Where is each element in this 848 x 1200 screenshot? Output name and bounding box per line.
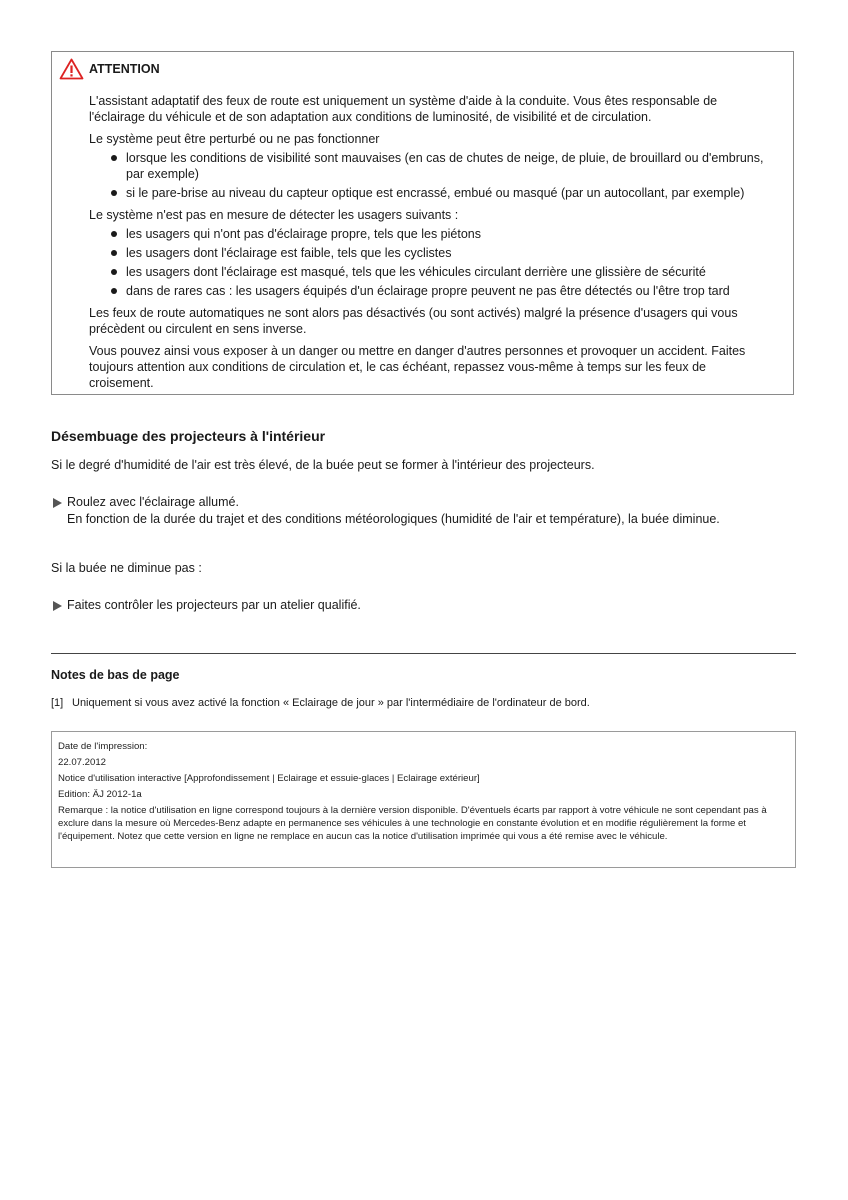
warning-paragraph: Les feux de route automatiques ne sont alors pas désactivés (ou sont activés) malgré la présence d'usagers qui vous précèdent ou circulent en sens inverse. (89, 306, 738, 336)
warning-list (89, 226, 769, 299)
warning-box (51, 51, 794, 395)
print-date: 22.07.2012 (58, 757, 107, 768)
section-title: Désembuage des projecteurs à l'intérieur (51, 428, 326, 444)
section-intro: Si le degré d'humidité de l'air est très élevé, de la buée peut se former à l'intérieur des projecteurs. (51, 458, 595, 472)
footnote-text: Uniquement si vous avez activé la fonction « Eclairage de jour » par l'intermédiaire de l'ordinateur de bord. (72, 697, 590, 709)
list-item: les usagers qui n'ont pas d'éclairage propre, tels que les piétons (111, 226, 769, 242)
list-item: les usagers dont l'éclairage est faible, tels que les cyclistes (111, 245, 769, 261)
step-text: Roulez avec l'éclairage allumé. (67, 495, 239, 509)
warning-paragraph: Le système n'est pas en mesure de détecter les usagers suivants : (89, 208, 459, 222)
warning-title: ATTENTION (89, 62, 160, 76)
warning-paragraph: Le système peut être perturbé ou ne pas fonctionner (89, 132, 380, 146)
list-item: dans de rares cas : les usagers équipés d'un éclairage propre peuvent ne pas être détectés ou l'être trop tard (111, 283, 769, 299)
footnote-number[interactable]: [1] (51, 697, 64, 709)
list-item: lorsque les conditions de visibilité sont mauvaises (en cas de chutes de neige, de pluie, de brouillard ou d'embruns, par exemple) (111, 150, 769, 182)
print-notice: Notice d'utilisation interactive [Approfondissement | Eclairage et essuie-glaces | Eclairage extérieur] (58, 773, 480, 784)
warning-triangle-icon (59, 58, 84, 80)
warning-body (89, 93, 769, 397)
instruction-step (51, 494, 720, 528)
warning-paragraph: L'assistant adaptatif des feux de route est uniquement un système d'aide à la conduite. Vous êtes responsable de l'éclairage du véhicule et de son adaptation aux conditions de luminosité, de visibilité et de circulation. (89, 94, 718, 124)
instruction-step (51, 597, 361, 614)
step-text: Faites contrôler les projecteurs par un atelier qualifié. (67, 598, 361, 612)
warning-paragraph: Vous pouvez ainsi vous exposer à un danger ou mettre en danger d'autres personnes et provoquer un accident. Faites toujours attention aux conditions de circulation et, le cas échéant, repassez vous-même à temps sur les feux de croisement. (89, 344, 746, 390)
divider (51, 653, 796, 654)
print-info-box (51, 731, 796, 868)
step-arrow-icon (53, 498, 62, 508)
footnote (51, 696, 590, 710)
step-detail: En fonction de la durée du trajet et des conditions météorologiques (humidité de l'air et température), la buée diminue. (67, 512, 720, 526)
print-remark: Remarque : la notice d'utilisation en ligne correspond toujours à la dernière version disponible. D'éventuels écarts par rapport à votre véhicule ne sont cependant pas à exclure dans la mesure où Mercedes-Benz adapte en permanence ses véhicules à une technologie en constante évolution et en modifie régulièrement la forme et l'équipement. Notez que cette version en ligne ne remplace en aucun cas la notice d'utilisation imprimée qui vous a été remise avec le véhicule. (58, 805, 767, 842)
warning-list (89, 150, 769, 201)
notes-title: Notes de bas de page (51, 668, 180, 682)
condition-text: Si la buée ne diminue pas : (51, 561, 202, 575)
step-arrow-icon (53, 601, 62, 611)
print-date-label: Date de l'impression: (58, 741, 148, 752)
print-edition: Edition: ÄJ 2012-1a (58, 789, 142, 800)
list-item: si le pare-brise au niveau du capteur optique est encrassé, embué ou masqué (par un autocollant, par exemple) (111, 185, 769, 201)
list-item: les usagers dont l'éclairage est masqué, tels que les véhicules circulant derrière une glissière de sécurité (111, 264, 769, 280)
